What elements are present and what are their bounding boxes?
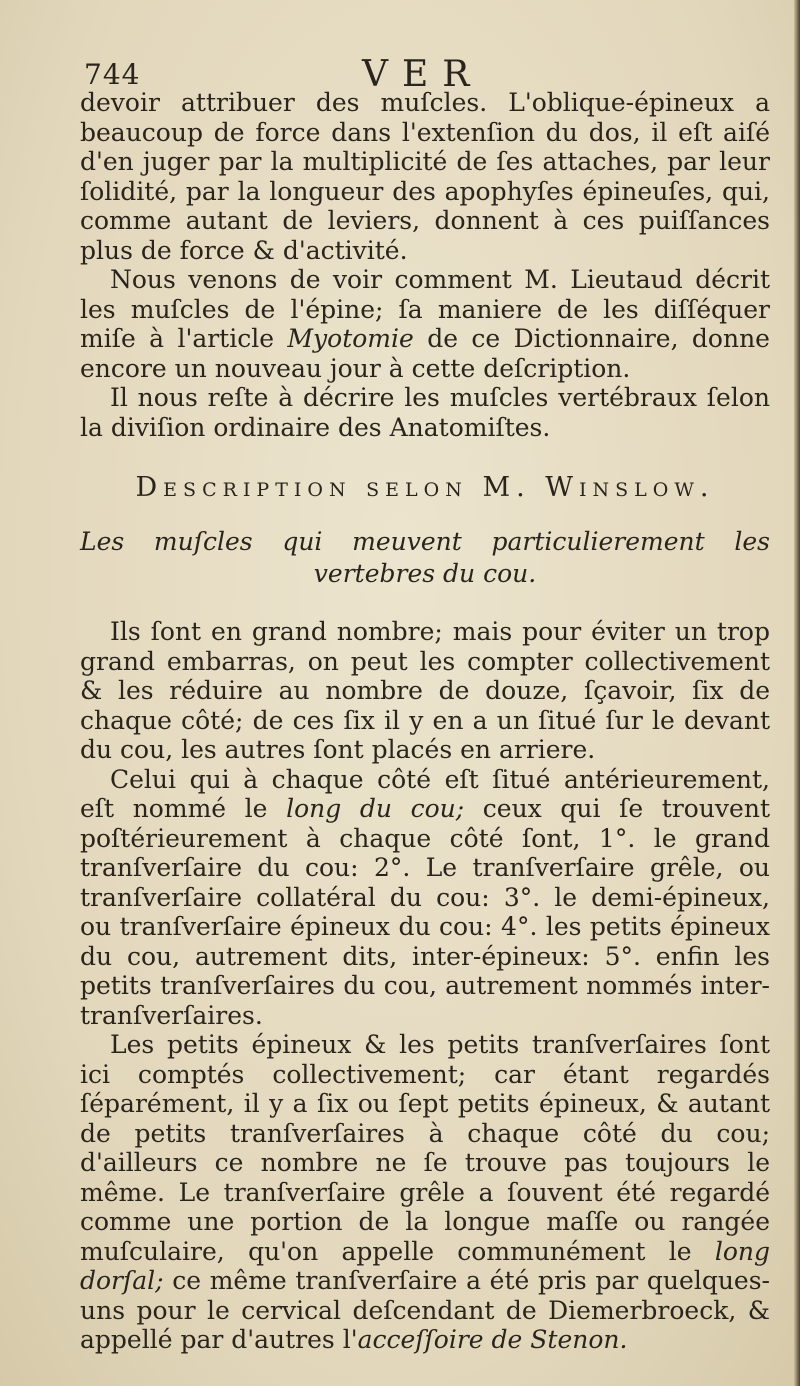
body-paragraph-3	[80, 1030, 770, 1355]
body-p3-text-b: ce même tranſverſaire a été pris par quelques-uns pour le cervical deſcendant de Diemerbroeck, & appellé par d'autres l'	[80, 1266, 770, 1354]
page-edge-shadow	[794, 0, 800, 1386]
body-paragraph-1: Ils ſont en grand nombre; mais pour éviter un trop grand embarras, on peut les compter collectivement & les réduire au nombre de douze, ſçavoir, ſix de chaque côté; de ces ſix il y en a un ſitué ſur le devant du cou, les autres ſont placés en arriere.	[80, 617, 770, 764]
body-p3-italic-2: acceſſoire de Stenon.	[357, 1325, 628, 1354]
body-text	[80, 617, 770, 1355]
intro-p2-text-a: Nous venons de voir comment M. Lieutaud décrit les muſcles de l'épine; ſa maniere de les diſſéquer miſe à l'article	[80, 265, 770, 353]
body-p2-text-a: Celui qui à chaque côté eſt ſitué antérieurement, eſt nommé le	[80, 764, 770, 823]
section-title: Description selon M. Winslow.	[135, 472, 715, 503]
intro-paragraph-1: devoir attribuer des muſcles. L'oblique-épineux a beaucoup de force dans l'extenſion du dos, il eſt aiſé d'en juger par la multiplicité de ſes attaches, par leur ſolidité, par la longueur des apophyſes épineuſes, qui, comme autant de leviers, donnent à ces puiſſances plus de force & d'activité.	[80, 88, 770, 265]
body-p2-text-b: ceux qui ſe trouvent poſtérieurement à chaque côté ſont, 1°. le grand tranſverſaire du cou: 2°. Le tranſverſaire grêle, ou tranſverſaire collatéral du cou: 3°. le demi-épineux, ou tranſverſaire épineux du cou: 4°. les petits épineux du cou, autrement dits, inter-épineux: 5°. enfin les petits tranſverſaires du cou, autrement nommés inter-tranſverſaires.	[80, 794, 770, 1030]
body-p3-italic-1: long dorſal;	[80, 1236, 770, 1295]
intro-paragraph-3: Il nous reſte à décrire les muſcles vertébraux ſelon la diviſion ordinaire des Anatomiſtes.	[80, 383, 770, 442]
intro-p2-text-b: de ce Dictionnaire, donne encore un nouveau jour à cette deſcription.	[80, 324, 770, 383]
body-paragraph-2	[80, 765, 770, 1031]
intro-paragraph-2	[80, 265, 770, 383]
page-number: 744	[84, 58, 141, 91]
section-subtitle: Les muſcles qui meuvent particulierement les vertebres du cou.	[80, 527, 770, 588]
body-p3-text-a: Les petits épineux & les petits tranſverſaires ſont ici comptés collectivement; car étant regardés ſéparément, il y a ſix ou ſept petits épineux, & autant de petits tranſverſaires à chaque côté du cou; d'ailleurs ce nombre ne ſe trouve pas toujours le même. Le tranſverſaire grêle a ſouvent été regardé comme une portion de la longue maſſe ou rangée muſculaire, qu'on appelle communément le	[80, 1030, 770, 1266]
intro-p2-italic: Myotomie	[287, 324, 414, 353]
running-head: VER	[362, 54, 484, 95]
body-p2-italic: long du cou;	[286, 794, 465, 823]
intro-text	[80, 88, 770, 442]
